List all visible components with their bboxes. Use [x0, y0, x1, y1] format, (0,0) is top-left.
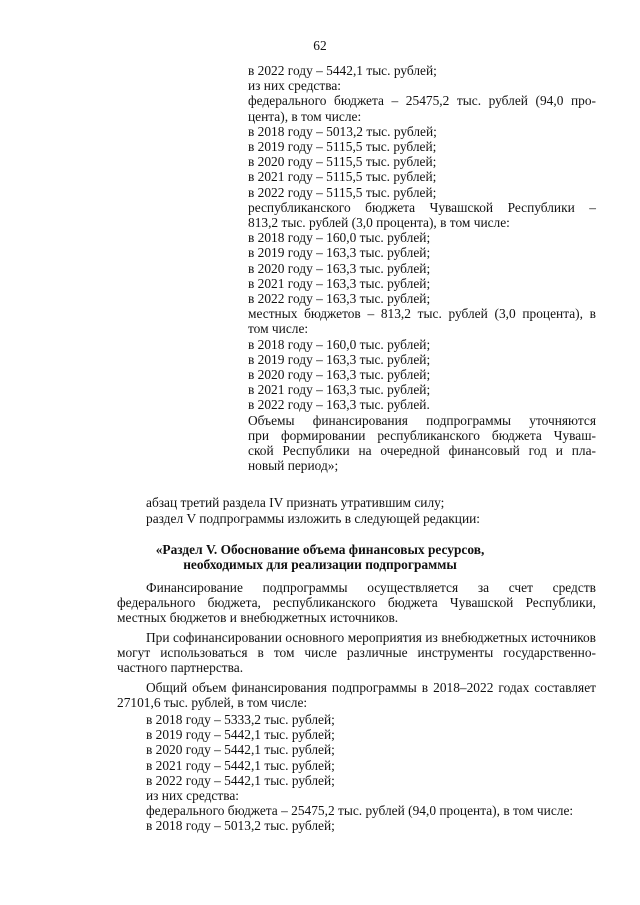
- funding-list: [117, 712, 596, 834]
- paragraph: Финансирование подпрограммы осуществляется за счет средств федерального бюджета, республиканского бюджета Чувашской Республики, местных бюджетов и внебюджетных источников.: [117, 580, 596, 626]
- section-heading: [0, 542, 640, 572]
- text-line: ской Республики на очередной финансовый год и пла-: [248, 443, 596, 459]
- list-line: федерального бюджета – 25475,2 тыс. рублей (94,0 процента), в том числе:: [146, 803, 574, 819]
- text-line: в 2019 году – 5115,5 тыс. рублей;: [248, 139, 437, 155]
- text-line: в 2020 году – 5115,5 тыс. рублей;: [248, 154, 437, 170]
- text-line: в 2022 году – 163,3 тыс. рублей.: [248, 397, 430, 413]
- text-line: из них средства:: [248, 78, 342, 94]
- page-number: 62: [313, 38, 327, 53]
- text-line: местных бюджетов – 813,2 тыс. рублей (3,0 процента), в: [248, 306, 596, 322]
- text-line: в 2018 году – 5013,2 тыс. рублей;: [248, 123, 437, 139]
- text-line: в 2022 году – 5442,1 тыс. рублей;: [248, 63, 437, 78]
- text-line: в 2019 году – 163,3 тыс. рублей;: [248, 245, 431, 261]
- text-line: цента), в том числе:: [248, 108, 362, 124]
- text-line: в 2018 году – 160,0 тыс. рублей;: [248, 336, 431, 352]
- section-heading-line: «Раздел V. Обоснование объема финансовых ресурсов,: [155, 542, 485, 557]
- paragraph: При софинансировании основного мероприятия из внебюджетных источников могут использоваться в том числе различные инструменты государственно-частного партнерства.: [117, 630, 596, 676]
- section-heading-line: необходимых для реализации подпрограммы: [183, 557, 457, 573]
- list-line: в 2022 году – 5442,1 тыс. рублей;: [146, 772, 335, 788]
- list-line: в 2020 году – 5442,1 тыс. рублей;: [146, 742, 335, 758]
- list-line: из них средства:: [146, 788, 240, 804]
- text-line: в 2020 году – 163,3 тыс. рублей;: [248, 260, 431, 276]
- text-line: в 2019 году – 163,3 тыс. рублей;: [248, 351, 431, 367]
- text-line: том числе:: [248, 321, 309, 337]
- amendment-line: раздел V подпрограммы изложить в следующей редакции:: [146, 511, 481, 526]
- text-line: новый период»;: [248, 458, 339, 474]
- text-line: республиканского бюджета Чувашской Республики –: [248, 199, 596, 215]
- text-line: в 2021 году – 163,3 тыс. рублей;: [248, 382, 431, 398]
- text-line: в 2022 году – 5115,5 тыс. рублей;: [248, 184, 437, 200]
- text-line: в 2020 году – 163,3 тыс. рублей;: [248, 367, 431, 383]
- text-line: в 2021 году – 163,3 тыс. рублей;: [248, 275, 431, 291]
- text-line: в 2022 году – 163,3 тыс. рублей;: [248, 291, 431, 307]
- list-line: в 2018 году – 5333,2 тыс. рублей;: [146, 712, 335, 727]
- quoted-block: [248, 63, 596, 473]
- paragraph: Общий объем финансирования подпрограммы в 2018–2022 годах составляет 27101,6 тыс. рублей, в том числе:: [117, 680, 596, 711]
- list-line: в 2019 году – 5442,1 тыс. рублей;: [146, 727, 335, 743]
- text-line: Объемы финансирования подпрограммы уточняются: [248, 412, 596, 428]
- list-line: в 2018 году – 5013,2 тыс. рублей;: [146, 818, 335, 834]
- text-line: в 2018 году – 160,0 тыс. рублей;: [248, 230, 431, 246]
- text-line: федерального бюджета – 25475,2 тыс. рублей (94,0 про-: [248, 93, 596, 109]
- list-line: в 2021 году – 5442,1 тыс. рублей;: [146, 757, 335, 773]
- text-line: в 2021 году – 5115,5 тыс. рублей;: [248, 169, 437, 185]
- amendment-line: абзац третий раздела IV признать утратившим силу;: [146, 495, 445, 510]
- text-line: при формировании республиканского бюджета Чуваш-: [248, 427, 596, 443]
- text-line: 813,2 тыс. рублей (3,0 процента), в том числе:: [248, 215, 510, 231]
